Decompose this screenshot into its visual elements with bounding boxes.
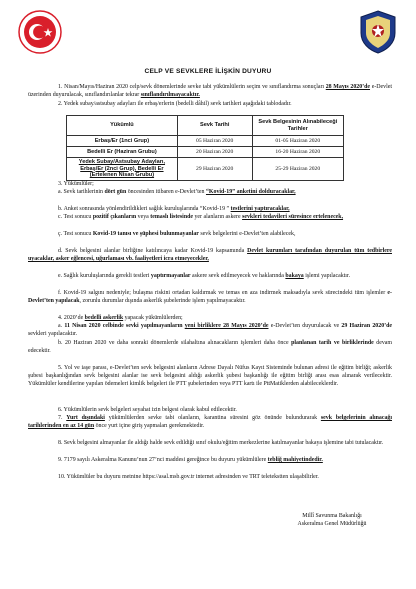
s4a-6: 29 Haziran 2020’de — [341, 323, 392, 329]
section-3d — [28, 230, 392, 238]
section-4-head — [28, 314, 392, 322]
s4b-1: b. 20 Haziran 2020 ve daha sonraki dönemlerde silahaltına alınacakların işlemleri daha önce — [58, 340, 292, 346]
s3g-1: f. Kovid-19 salgını nedeniyle; bulaşma riskini ortadan kaldırmak ve temas en aza indirmek maksadıyla sevk sürecindeki tüm işlemler — [58, 290, 388, 296]
table-row — [67, 158, 344, 181]
section-4b — [28, 339, 392, 355]
table-cell: 01-05 Haziran 2020 — [252, 136, 343, 147]
s9-b: tebliğ mahiyetindedir. — [267, 457, 323, 463]
table-header-row — [67, 116, 344, 136]
p1-text-a: 1. Nisan/Mayıs/Haziran 2020 celp/sevk dönemlerinde sevke tabi yükümlülerin seçim ve sınıflandırma sonuçları — [58, 84, 326, 90]
section-9 — [28, 456, 392, 464]
table-header-cell: Yükümlü — [67, 116, 178, 136]
s4-head-1: 4. 2020’de — [58, 315, 85, 321]
section-6: 6. Yükümlülerin sevk belgeleri seyahat izin belgesi olarak kabul edilecektir. — [58, 407, 237, 413]
section-4a — [28, 322, 392, 338]
s3f-1: e. Sağlık kuruluşlarında gerekli testleri — [58, 273, 151, 279]
s4-head-3: yapacak yükümlülerden; — [123, 315, 183, 321]
signature-line-2: Askeralma Genel Müdürlüğü — [297, 521, 367, 527]
signature-block — [272, 512, 392, 528]
s3c-2: pozitif çıkanların — [92, 214, 137, 220]
s3g-2: e-Devlet’ten yapılacak — [28, 290, 392, 305]
s9-a: 9. 7179 sayılı Askeralma Kanunu’nun 27’nci maddesi gereğince bu duyuru yükümlülere — [58, 457, 268, 463]
s4a-5: e-Devlet’ten duyurulacak ve — [268, 323, 342, 329]
s7-c: yükümlülerden sevke tabi olanların, karantina süresini göz önünde bulundurarak — [104, 415, 321, 421]
section-7 — [28, 414, 392, 430]
s3e-2: Devlet kurumları tarafından duyurulan tüm tedbirlere uyacaklar, asker eğlencesi, uğurlaması vb. faaliyetleri icra etmeyecekler, — [28, 248, 392, 263]
s3a-4: “Kovid-19” anketini dolduracaklar, — [205, 189, 296, 195]
section-3f — [28, 272, 392, 280]
s4a-7: sevkleri yapılacaktır. — [28, 331, 78, 338]
s3d-2: Kovid-19 tanısı ve şüphesi bulunmayanlar — [92, 231, 199, 237]
section-3a — [28, 188, 392, 196]
table-cell: 16-20 Haziran 2020 — [252, 147, 343, 158]
s3b-1: b. Anket sonrasında yönlendirildikleri sağlık kuruluşlarında “Kovid-19 ” — [58, 206, 231, 212]
s3a-1: a. Sevk tarihlerinin — [58, 189, 105, 195]
paragraph-1 — [28, 83, 392, 99]
table-cell: 25-29 Haziran 2020 — [252, 158, 343, 181]
s3g-3: , zorunlu durumlar dışında askerlik şubelerinde işlem yapılmayacaktır. — [79, 298, 246, 305]
p1-text-b: e-Devlet üzerinden duyurulacak, sınıflandırılanlar tekrar — [28, 84, 392, 99]
table-cell: 20 Haziran 2020 — [177, 147, 252, 158]
sevk-schedule-table — [66, 115, 344, 181]
s4b-2: planlanan tarih ve birliklerinde — [291, 340, 374, 346]
section-3g — [28, 289, 392, 305]
s3a-2: dört gün — [104, 189, 127, 195]
s3f-2: yaptırmayanlar — [150, 273, 191, 279]
section-5: 5. Yol ve iaşe parası, e-Devlet’ten sevk belgesini alanların Adrese Dayalı Nüfus Kayıt Sisteminde bulunan adresi ile eğitim birliği; askerlik şubesi başkanlığından sevk belgesini alanlar ise sevk belgesini aldığı askerlik şubesi başkanlığı ile eğitim birliği arası esas alınarak verilecektir. Yükümlüler kendilerine yapılan ödemeleri kimlik belgeleri ile PTT şubelerinden veya PTT kartı ile PttMatiklerden alabileceklerdir. — [28, 365, 392, 388]
table-cell: Yedek Subay/Astsubay Adayları, Erbaş/Er (2nci Grup), Bedelli Er (Ertelenen Nisan Grubu) — [67, 158, 178, 181]
s4b-3: devam edecektir. — [28, 340, 392, 355]
document-title: CELP VE SEVKLERE İLİŞKİN DUYURU — [144, 68, 272, 75]
s3f-3: askere sevk edilmeyecek ve haklarında — [190, 273, 286, 279]
s3c-4: temaslı listesinde — [150, 214, 193, 220]
table-cell: 29 Haziran 2020 — [177, 158, 252, 181]
s4a-4: yeni birliklere 28 Mayıs 2020’de — [184, 323, 269, 329]
section-3c — [28, 213, 392, 221]
s3c-5: yer alanların askere — [193, 214, 243, 220]
s3f-4: bakaya — [285, 273, 304, 279]
p1-text-c: sınıflandırılmayacaktır. — [140, 92, 200, 99]
paragraph-2: 2. Yedek subay/astsubay adayları ile erbaş/erlerin (bedelli dâhil) sevk tarihleri aşağıdaki tablodadır. — [58, 101, 292, 107]
s3f-5: işlemi yapılacaktır. — [303, 273, 351, 279]
table-row — [67, 136, 344, 147]
p1-date: 28 Mayıs 2020’de — [325, 84, 371, 90]
table-cell: Erbaş/Er (1nci Grup) — [67, 136, 178, 147]
military-command-emblem-icon — [358, 9, 398, 55]
s3e-1: d. Sevk belgesini alanlar birliğine katılıncaya kadar Kovid-19 kapsamında — [58, 248, 248, 254]
s7-d: sevk belgelerinin alınacağı tarihlerinden en az 14 gün — [28, 415, 392, 430]
s3b-2: testlerini yaptıracaklar, — [230, 206, 290, 212]
s4-head-2: bedelli askerlik — [84, 315, 124, 321]
s3c-1: c. Test sonucu — [58, 214, 93, 220]
s3d-1: ç. Test sonucu — [58, 231, 93, 237]
table-cell: Bedelli Er (Haziran Grubu) — [67, 147, 178, 158]
s3c-3: veya — [136, 214, 151, 220]
s7-a: 7. — [58, 415, 67, 421]
section-3b — [28, 205, 392, 213]
table-header-cell: Sevk Belgesinin Alınabileceği Tarihler — [252, 116, 343, 136]
s4a-1: a. — [58, 323, 65, 329]
section-3e — [28, 247, 392, 263]
s3d-3: sevk belgelerini e-Devlet’ten alabilecek, — [198, 231, 296, 237]
s7-e: önce yurt içine giriş yapmaları gerekmektedir. — [94, 423, 205, 430]
table-row — [67, 147, 344, 158]
section-10: 10. Yükümlüler bu duyuru metnine https://asal.msb.gov.tr internet adresinden ve TRT teletekstten ulaşabilirler. — [58, 474, 319, 480]
signature-line-1: Millî Savunma Bakanlığı — [302, 513, 362, 519]
section-8: 8. Sevk belgesini almayanlar ile aldığı halde sevk edildiği sınıf okulu/eğitim merkezlerine katılmayanlar bakaya işlemine tabi tutulacaktır. — [58, 440, 384, 446]
table-cell: 05 Haziran 2020 — [177, 136, 252, 147]
section-3-head: 3. Yükümlüler; — [58, 181, 94, 187]
turkish-flag-ministry-emblem-icon — [18, 10, 62, 54]
s3c-6: sevkleri tedavileri süresince ertelenecek, — [242, 214, 344, 220]
s7-b: Yurt dışındaki — [66, 415, 105, 421]
s4a-2: 11 Nisan 2020 celbinde sevki yapılmayanların — [64, 323, 183, 329]
s3a-3: öncesinden itibaren e-Devlet’ten — [126, 189, 206, 195]
table-header-cell: Sevk Tarihi — [177, 116, 252, 136]
